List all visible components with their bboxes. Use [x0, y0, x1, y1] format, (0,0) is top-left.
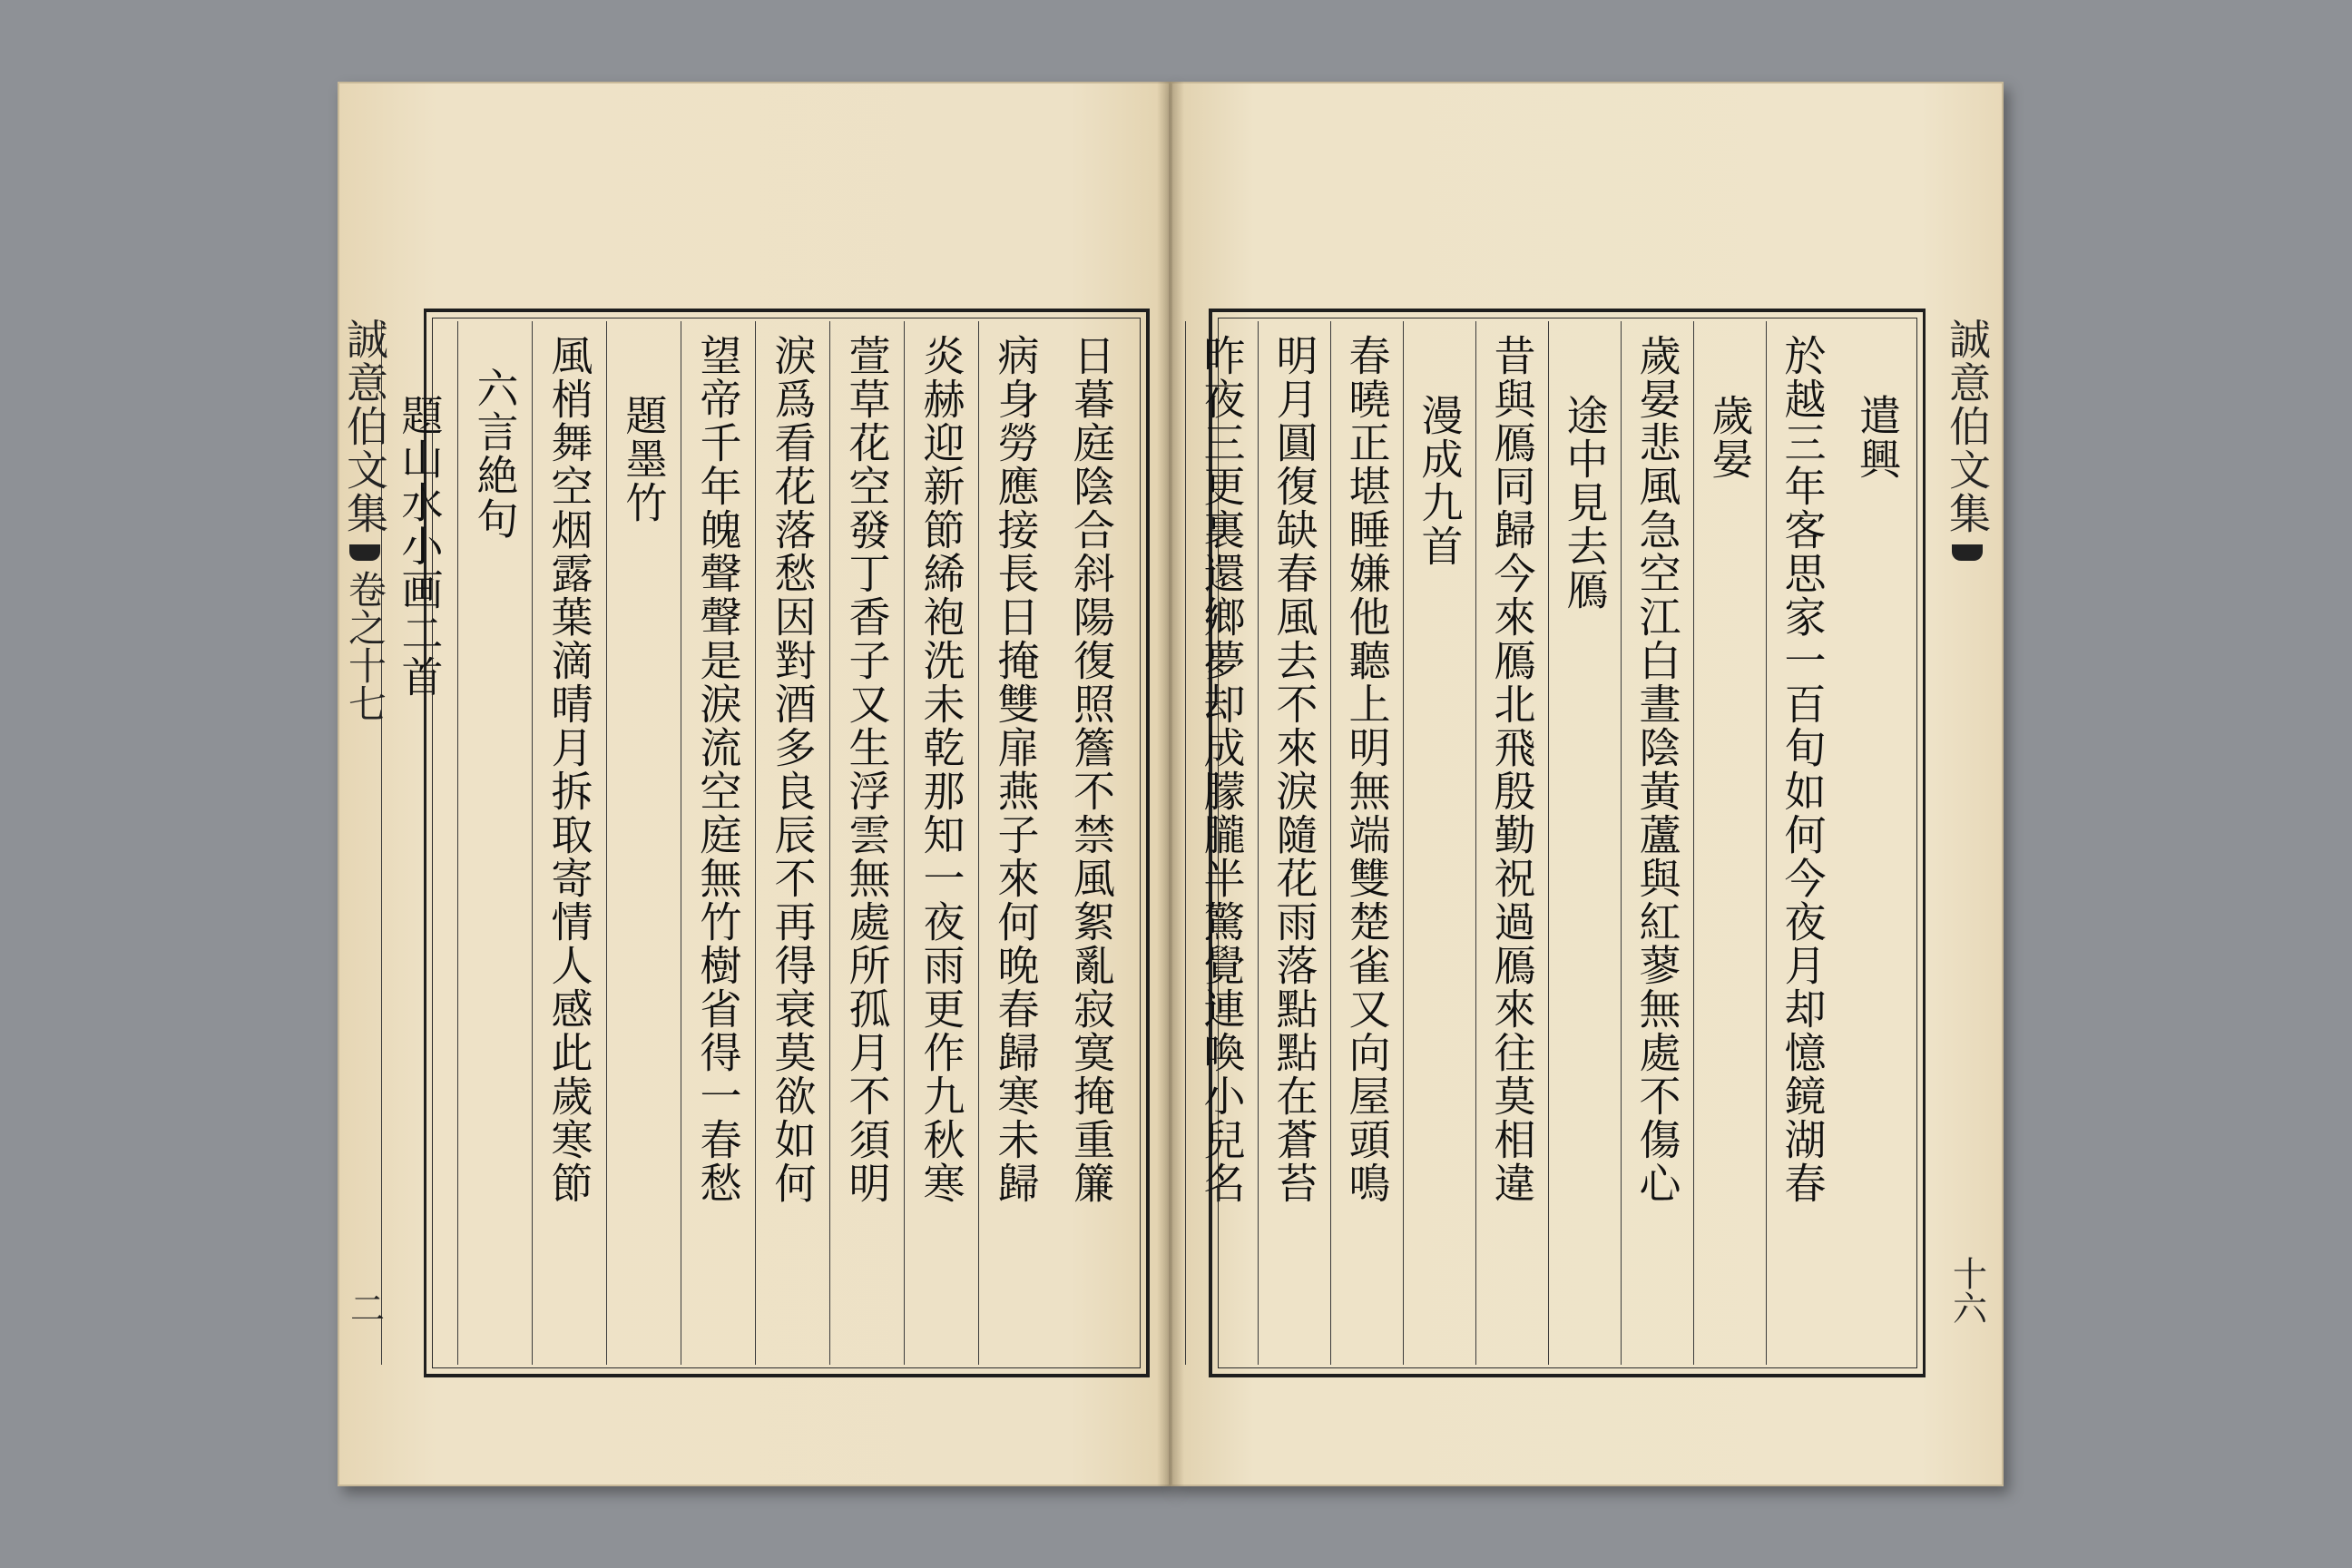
text-column — [1621, 321, 1693, 1365]
right-page-margin-banner — [1943, 318, 1992, 1361]
column-text: 於越三年客思家一百旬如何今夜月却憶鏡湖春 — [1778, 334, 1828, 1205]
heading-text: 遣興 — [1853, 394, 1902, 481]
book-title: 誠意伯文集 — [340, 318, 389, 535]
heading-text: 途中見去鴈 — [1560, 394, 1610, 612]
page-number: 二 — [344, 1290, 385, 1325]
section-heading — [457, 321, 532, 1365]
right-page-frame — [1197, 309, 1926, 1377]
text-column — [978, 321, 1053, 1365]
left-page — [338, 82, 1171, 1486]
text-column — [1330, 321, 1403, 1365]
text-column — [1475, 321, 1548, 1365]
poem-heading — [1403, 321, 1475, 1365]
column-text: 春曉正堪睡嫌他聽上明無端雙楚雀又向屋頭鳴 — [1342, 334, 1392, 1205]
column-text: 歲晏悲風急空江白晝陰黃蘆與紅蓼無處不傷心 — [1632, 334, 1682, 1205]
heading-text: 六言絶句 — [470, 367, 520, 541]
column-text: 淚爲看花落愁因對酒多良辰不再得衰莫欲如何 — [768, 334, 818, 1205]
poem-heading — [606, 321, 681, 1365]
text-column — [681, 321, 755, 1365]
poem-heading — [1838, 321, 1916, 1365]
text-column — [1185, 321, 1258, 1365]
column-text: 炎赫迎新節絺袍洗未乾那知一夜雨更作九秋寒 — [916, 334, 966, 1205]
book-gutter — [1157, 82, 1184, 1486]
left-page-margin-banner — [340, 318, 389, 1361]
column-text: 風梢舞空烟露葉滴晴月拆取寄情人感此歲寒節 — [544, 334, 594, 1205]
text-column — [1053, 321, 1131, 1365]
right-page — [1171, 82, 2004, 1486]
text-column — [532, 321, 606, 1365]
column-text: 日暮庭陰合斜陽復照簷不禁風絮亂寂寞掩重簾 — [1067, 334, 1116, 1205]
book-title: 誠意伯文集 — [1943, 318, 1992, 535]
heading-text: 題墨竹 — [619, 394, 669, 524]
text-column — [1766, 321, 1838, 1365]
text-column — [755, 321, 829, 1365]
left-page-frame — [395, 309, 1150, 1377]
column-text: 明月圓復缺春風去不來淚隨花雨落點點在蒼苔 — [1269, 334, 1319, 1205]
column-text: 望帝千年魄聲聲是淚流空庭無竹樹省得一春愁 — [693, 334, 743, 1205]
column-text: 昨夜三更裏還鄉夢却成朦朧半驚覺連喚小兒名 — [1197, 334, 1247, 1205]
column-text: 萱草花空發丁香子又生浮雲無處所孤月不須明 — [842, 334, 892, 1205]
column-text: 病身勞應接長日掩雙扉燕子來何晚春歸寒未歸 — [991, 334, 1041, 1205]
fish-tail-mark-icon — [1952, 544, 1983, 561]
page-number: 十六 — [1946, 1256, 1987, 1325]
text-column — [904, 321, 978, 1365]
text-column — [829, 321, 904, 1365]
open-book — [338, 82, 2004, 1486]
text-column — [1258, 321, 1330, 1365]
heading-text: 題山水小画二首 — [395, 394, 445, 699]
heading-text: 漫成九首 — [1415, 394, 1465, 568]
heading-text: 歲晏 — [1705, 394, 1755, 481]
poem-heading — [1693, 321, 1766, 1365]
volume-label: 卷之十七 — [343, 570, 387, 722]
column-text: 昔與鴈同歸今來鴈北飛殷勤祝過鴈來往莫相違 — [1487, 334, 1537, 1205]
poem-heading — [1548, 321, 1621, 1365]
fish-tail-mark-icon — [349, 544, 380, 561]
